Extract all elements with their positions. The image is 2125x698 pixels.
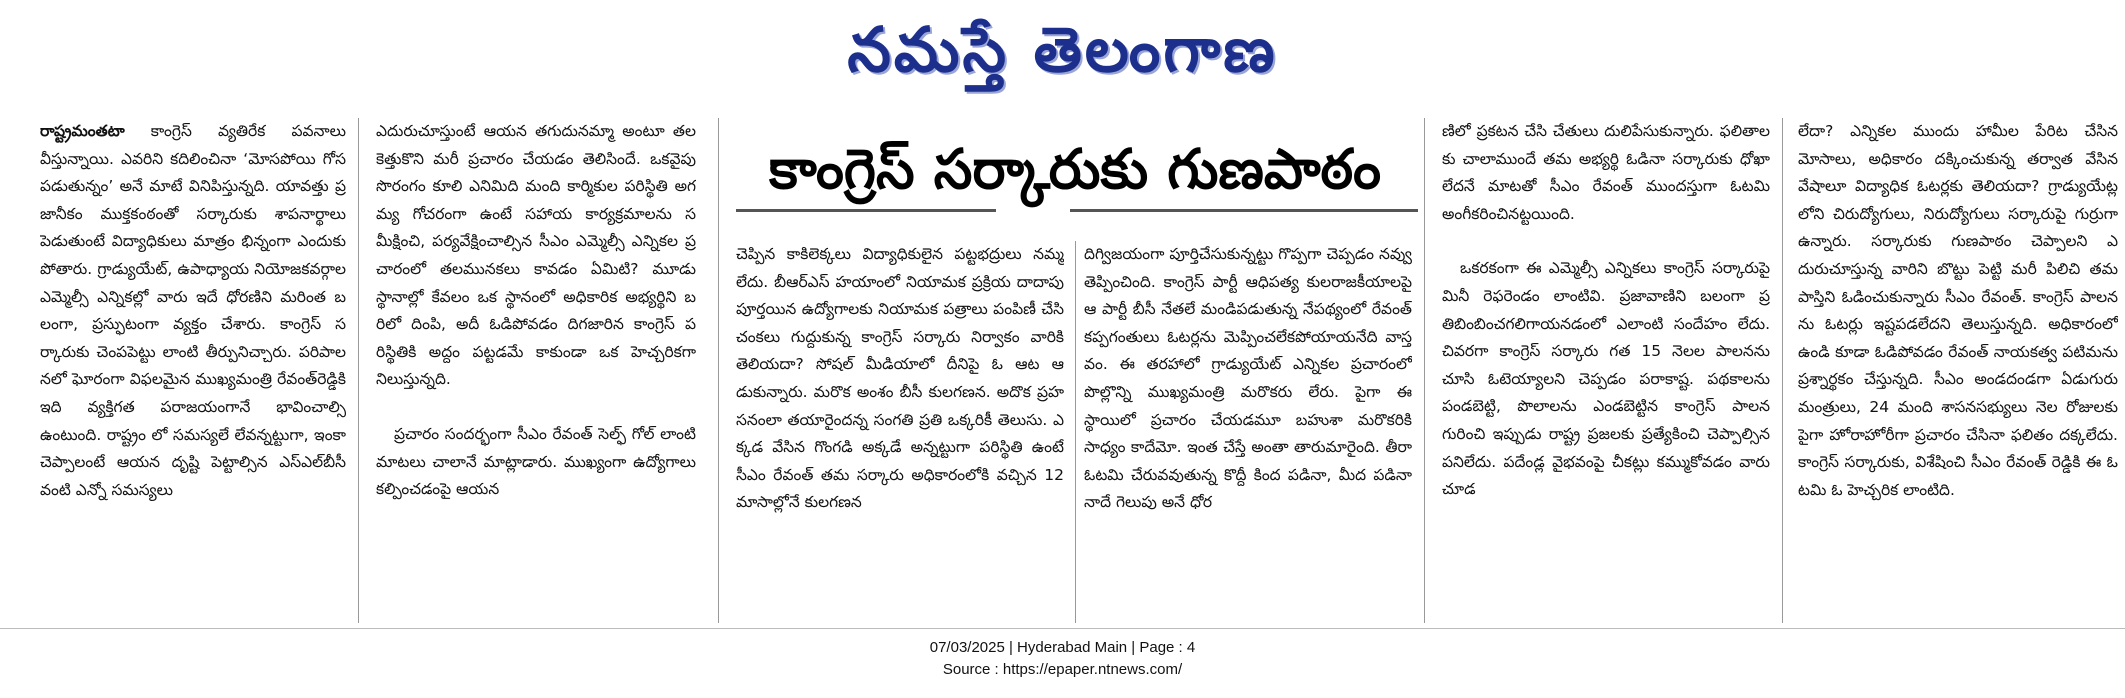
- article-column-1: [40, 118, 346, 618]
- article-column-3: [736, 241, 1064, 617]
- column-divider: [1424, 118, 1425, 623]
- masthead-logo: నమస్తే తెలంగాణ: [847, 13, 1278, 86]
- column-divider: [358, 118, 359, 623]
- article-column-5: [1442, 118, 1770, 618]
- paragraph: ఎదురుచూస్తుంటే ఆయన తగుదునమ్మా అంటూ తలకెత్తుకొని మరీ ప్రచారం చేయడం తెలిసిందే. ఒకవైపు సొరంగం కూలి ఎనిమిది మంది కార్మికుల పరిస్థితి అగమ్య గోచరంగా ఉంటే సహాయ కార్యక్రమాలను సమీక్షించి, పర్యవేక్షించాల్సిన సీఎం ఎమ్మెల్సీ ఎన్నికల ప్రచారంలో తలమునకలు కావడం ఏమిటి? మూడు స్థానాల్లో కేవలం ఒక స్థానంలో అధికారిక అభ్యర్థిని బరిలో దింపి, అదీ ఓడిపోవడం దిగజారిన కాంగ్రెస్ పరిస్థితికి అద్దం పట్టడమే కాకుండా ఒక హెచ్చరికగా నిలుస్తున్నది.: [376, 122, 696, 389]
- column-divider: [718, 118, 719, 623]
- footer: [0, 637, 2125, 681]
- footer-date-edition: 07/03/2025 | Hyderabad Main | Page : 4: [929, 639, 1196, 656]
- article-headline: కాంగ్రెస్ సర్కారుకు గుణపాఠం: [768, 136, 1382, 201]
- column-divider: [1782, 118, 1783, 623]
- paragraph: ఒకరకంగా ఈ ఎమ్మెల్సీ ఎన్నికలు కాంగ్రెస్ సర్కారుపై మినీ రెఫరెండం లాంటివి. ప్రజావాణిని బలంగా ప్రతిబింబించగలిగాయనడంలో ఎలాంటి సందేహం లేదు. చివరగా కాంగ్రెస్ సర్కారు గత 15 నెలల పాలనను చూసి ఓటెయ్యాలని చెప్పడం పరాకాష్ట. పథకాలను పండబెట్టి, పొలాలను ఎండబెట్టిన కాంగ్రెస్ పాలన గురించి ఇప్పుడు రాష్ట్ర ప్రజలకు ప్రత్యేకించి చెప్పాల్సిన పనిలేదు. పదేండ్ల వైభవంపై చీకట్లు కమ్ముకోవడం వారు చూడ: [1442, 259, 1770, 499]
- footer-source-link[interactable]: Source : https://epaper.ntnews.com/: [942, 661, 1183, 678]
- footer-divider: [0, 628, 2125, 629]
- paragraph: లేదా? ఎన్నికల ముందు హామీల పేరిట చేసిన మోసాలు, అధికారం దక్కించుకున్న తర్వాత వేసిన వేషాలూ విద్యాధిక ఓటర్లకు తెలియదా? గ్రాడ్యుయేట్లలోని చిరుద్యోగులు, నిరుద్యోగులు సర్కారుపై గుర్రుగా ఉన్నారు. సర్కారుకు గుణపాఠం చెప్పాలని ఎదురుచూస్తున్న వారిని బొట్టు పెట్టి మరీ పిలిచి తమ పాస్తిని ఓడించుకున్నారు సీఎం రేవంత్. కాంగ్రెస్ పాలనను ఓటర్లు ఇష్టపడలేదని తెలుస్తున్నది. అధికారంలో ఉండి కూడా ఓడిపోవడం రేవంత్ నాయకత్వ పటిమను ప్రశ్నార్థకం చేస్తున్నది. సీఎం అండదండగా ఏడుగురు మంత్రులు, 24 మంది శాసనసభ్యులు నెల రోజులకు పైగా హోరాహోరీగా ప్రచారం చేసినా ఫలితం దక్కలేదు. కాంగ్రెస్ సర్కారుకు, విశేషించి సీఎం రేవంత్ రెడ్డికి ఈ ఓటమి ఓ హెచ్చరిక లాంటిది.: [1798, 122, 2118, 499]
- paragraph: దిగ్విజయంగా పూర్తిచేసుకున్నట్టు గొప్పగా చెప్పడం నవ్వు తెప్పించింది. కాంగ్రెస్ పార్టీ ఆధిపత్య కులరాజకీయాలపై ఆ పార్టీ బీసీ నేతలే మండిపడుతున్న నేపథ్యంలో రేవంత్ కప్పగంతులు ఓటర్లను మెప్పించలేకపోయాయనేది వాస్తవం. ఈ తరహాలో గ్రాడ్యుయేట్ ఎన్నికల ప్రచారంలో పొల్లొన్ని ముఖ్యమంత్రి మరొకరు లేరు. పైగా ఈ స్థాయిలో ప్రచారం చేయడమూ బహుశా మరొకరికి సాధ్యం కాదేమో. ఇంత చేస్తే అంతా తారుమారైంది. తీరా ఓటమి చేరువవుతున్న కొద్దీ కింద పడినా, మీద పడినా నాదే గెలుపు అనే ధోర: [1084, 245, 1412, 512]
- column-divider: [1075, 241, 1076, 623]
- headline-underline: [1070, 209, 1418, 212]
- paragraph: ణిలో ప్రకటన చేసి చేతులు దులిపేసుకున్నారు. ఫలితాలకు చాలాముందే తమ అభ్యర్థి ఓడినా సర్కారుకు ధోఖా లేదనే మాటతో సీఎం రేవంత్ ముందస్తుగా ఓటమి అంగీకరించినట్టయింది.: [1442, 122, 1770, 223]
- paragraph: చెప్పిన కాకిలెక్కలు విద్యాధికులైన పట్టభద్రులు నమ్మలేదు. బీఆర్‌ఎస్ హయాంలో నియామక ప్రక్రియ దాదాపు పూర్తయిన ఉద్యోగాలకు నియామక పత్రాలు పంపిణీ చేసి చంకలు గుద్దుకున్న కాంగ్రెస్ సర్కారు నిర్వాకం వారికి తెలియదా? సోషల్ మీడియాలో దీనిపై ఓ ఆట ఆడుకున్నారు. మరొక అంశం బీసీ కులగణన. అదొక ప్రహసనంలా తయారైందన్న సంగతి ప్రతి ఒక్కరికీ తెలుసు. ఎక్కడ వేసిన గొంగడి అక్కడే అన్నట్టుగా పరిస్థితి ఉంటే సీఎం రేవంత్ తమ సర్కారు అధికారంలోకి వచ్చిన 12 మాసాల్లోనే కులగణన: [736, 245, 1064, 512]
- headline-underline: [736, 209, 996, 212]
- article-column-2: [376, 118, 696, 618]
- lead-word: రాష్ట్రమంతటా: [40, 122, 125, 140]
- paragraph-text: కాంగ్రెస్ వ్యతిరేక పవనాలు వీస్తున్నాయి. ఎవరిని కదిలించినా ‘మోసపోయి గోసపడుతున్నం’ అనే మాటే వినిపిస్తున్నది. యావత్తు ప్రజానీకం ముక్తకంఠంతో సర్కారుకు శాపనార్థాలు పెడుతుంటే విద్యాధికులు మాత్రం భిన్నంగా ఎందుకు పోతారు. గ్రాడ్యుయేట్, ఉపాధ్యాయ నియోజకవర్గాల ఎమ్మెల్సీ ఎన్నికల్లో వారు ఇదే ధోరణిని మరింత బలంగా, ప్రస్ఫుటంగా వ్యక్తం చేశారు. కాంగ్రెస్ సర్కారుకు చెంపపెట్టు లాంటి తీర్పునిచ్చారు. పరిపాలనలో ఘోరంగా విఫలమైన ముఖ్యమంత్రి రేవంత్‌రెడ్డికి ఇది వ్యక్తిగత పరాజయంగానే భావించాల్సి ఉంటుంది. రాష్ట్రం లో సమస్యలే లేవన్నట్టుగా, ఇంకా చెప్పాలంటే ఆయన దృష్టి పెట్టాల్సిన ఎస్‌ఎల్‌బీసీ వంటి ఎన్నో సమస్యలు: [40, 122, 346, 499]
- paragraph: [40, 118, 346, 504]
- paragraph: ప్రచారం సందర్భంగా సీఎం రేవంత్ సెల్ఫ్ గోల్ లాంటి మాటలు చాలానే మాట్లాడారు. ముఖ్యంగా ఉద్యోగాలు కల్పించడంపై ఆయన: [376, 424, 696, 499]
- article-column-4: [1084, 241, 1412, 617]
- article-column-6: [1798, 118, 2118, 618]
